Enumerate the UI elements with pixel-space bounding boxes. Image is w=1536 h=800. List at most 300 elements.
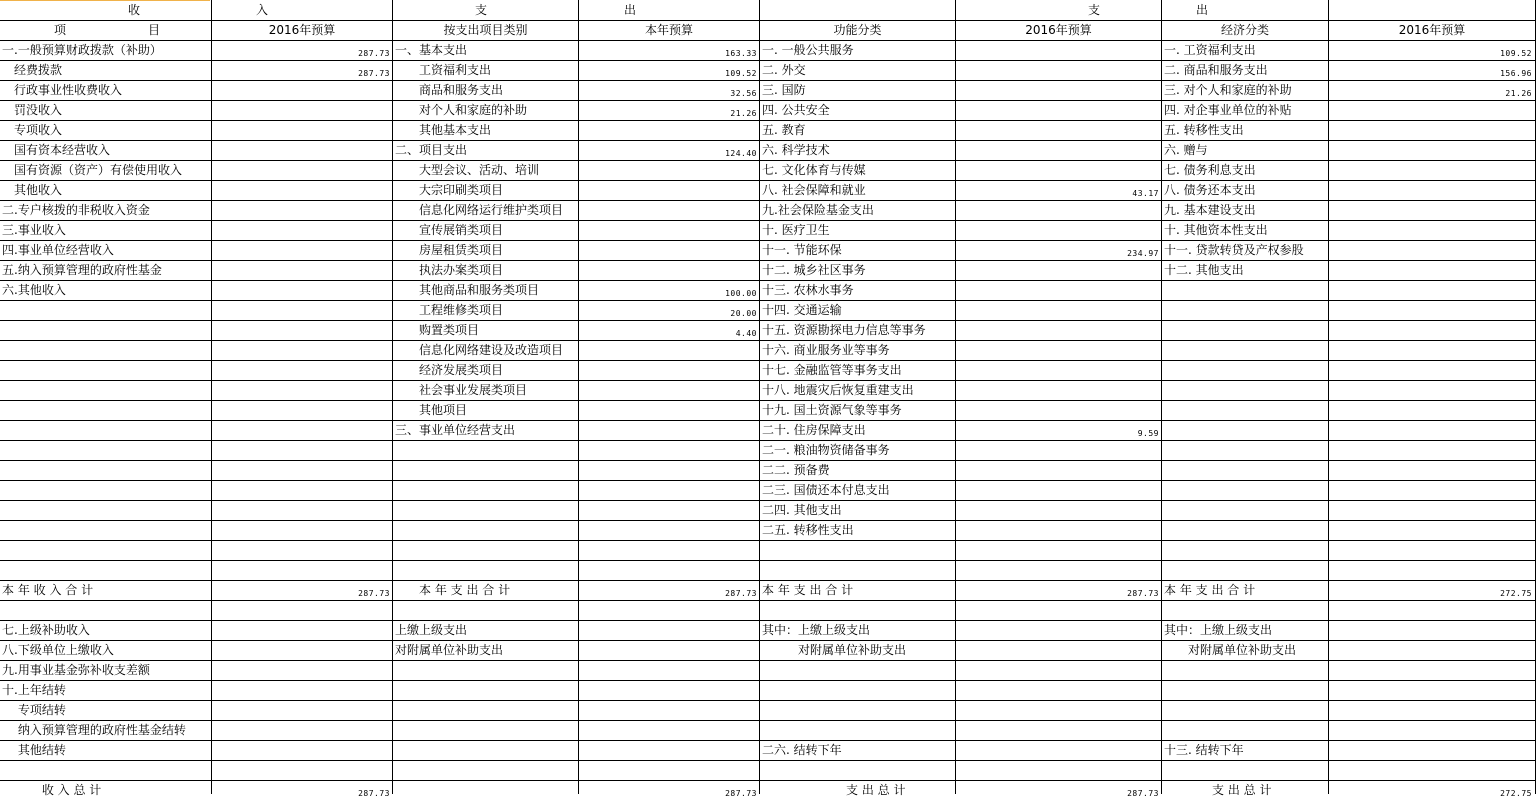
table-cell-amount[interactable]: [1329, 609, 1532, 619]
table-cell-amount[interactable]: [579, 629, 757, 639]
table-cell-label[interactable]: [395, 680, 578, 700]
table-cell-amount[interactable]: [579, 709, 757, 719]
table-cell-amount[interactable]: [956, 529, 1159, 539]
table-cell-label[interactable]: 十一. 贷款转贷及产权参股: [1164, 243, 1304, 257]
table-cell-amount[interactable]: [956, 469, 1159, 479]
table-cell-label[interactable]: 上缴上级支出: [395, 623, 468, 637]
table-cell-label[interactable]: 三、事业单位经营支出: [395, 423, 516, 437]
table-cell-amount[interactable]: [1329, 649, 1532, 659]
table-cell-amount[interactable]: [956, 769, 1159, 779]
table-cell-amount[interactable]: [212, 349, 390, 359]
table-cell-label[interactable]: [1164, 280, 1328, 300]
table-cell-label[interactable]: 经费拨款: [2, 63, 63, 77]
table-cell-amount[interactable]: 156.96: [1500, 69, 1532, 78]
table-cell-amount[interactable]: [212, 749, 390, 759]
table-cell-label[interactable]: [1164, 680, 1328, 700]
table-cell-label[interactable]: 房屋租赁类项目: [395, 243, 504, 257]
table-cell-label[interactable]: [395, 560, 578, 580]
table-cell-amount[interactable]: 287.73: [1127, 589, 1159, 598]
table-cell-label[interactable]: 支 出 总 计: [762, 783, 906, 797]
table-cell-amount[interactable]: [212, 569, 390, 579]
table-cell-amount[interactable]: [212, 189, 390, 199]
table-cell-label[interactable]: [1164, 340, 1328, 360]
table-cell-label[interactable]: [395, 760, 578, 780]
table-cell-label[interactable]: 五. 转移性支出: [1164, 123, 1244, 137]
table-cell-label[interactable]: 二一. 粮油物资储备事务: [762, 443, 890, 457]
table-cell-label[interactable]: 十三. 结转下年: [1164, 743, 1244, 757]
table-cell-label[interactable]: [2, 560, 210, 580]
table-cell-amount[interactable]: [1329, 709, 1532, 719]
table-cell-label[interactable]: [395, 500, 578, 520]
table-cell-label[interactable]: 专项结转: [2, 703, 66, 717]
table-cell-label[interactable]: 其他项目: [395, 403, 468, 417]
table-cell-amount[interactable]: [579, 569, 757, 579]
table-cell-label[interactable]: [395, 460, 578, 480]
table-cell-amount[interactable]: [956, 89, 1159, 99]
table-cell-amount[interactable]: [212, 269, 390, 279]
table-cell-amount[interactable]: [1329, 769, 1532, 779]
table-cell-amount[interactable]: [212, 609, 390, 619]
table-cell-amount[interactable]: [212, 89, 390, 99]
table-cell-amount[interactable]: 109.52: [725, 69, 757, 78]
table-cell-amount[interactable]: [1329, 629, 1532, 639]
table-cell-amount[interactable]: [956, 289, 1159, 299]
table-cell-label[interactable]: [2, 480, 210, 500]
table-cell-amount[interactable]: [212, 249, 390, 259]
table-cell-amount[interactable]: [956, 129, 1159, 139]
table-cell-amount[interactable]: [212, 469, 390, 479]
table-cell-label[interactable]: 行政事业性收费收入: [2, 83, 123, 97]
table-cell-amount[interactable]: [956, 489, 1159, 499]
table-cell-label[interactable]: 信息化网络建设及改造项目: [395, 343, 564, 357]
table-cell-label[interactable]: [1164, 760, 1328, 780]
table-cell-amount[interactable]: [579, 189, 757, 199]
table-cell-amount[interactable]: 21.26: [730, 109, 757, 118]
table-cell-label[interactable]: 十九. 国土资源气象等事务: [762, 403, 902, 417]
table-cell-label[interactable]: 其他商品和服务类项目: [395, 283, 540, 297]
table-cell-amount[interactable]: [579, 669, 757, 679]
table-cell-amount[interactable]: [579, 689, 757, 699]
table-cell-amount[interactable]: [956, 169, 1159, 179]
table-cell-amount[interactable]: [956, 69, 1159, 79]
table-cell-label[interactable]: 一、基本支出: [395, 43, 468, 57]
table-cell-amount[interactable]: [1329, 289, 1532, 299]
table-cell-amount[interactable]: [579, 129, 757, 139]
table-cell-amount[interactable]: [1329, 389, 1532, 399]
table-cell-amount[interactable]: [956, 49, 1159, 59]
table-cell-amount[interactable]: [579, 249, 757, 259]
table-cell-label[interactable]: 九. 基本建设支出: [1164, 203, 1256, 217]
table-cell-label[interactable]: 其中：上缴上级支出: [1164, 623, 1273, 637]
table-cell-amount[interactable]: 272.75: [1500, 589, 1532, 598]
table-cell-amount[interactable]: 163.33: [725, 49, 757, 58]
table-cell-amount[interactable]: 287.73: [725, 789, 757, 798]
table-cell-amount[interactable]: [212, 149, 390, 159]
table-cell-amount[interactable]: [956, 729, 1159, 739]
table-cell-amount[interactable]: [212, 129, 390, 139]
table-cell-label[interactable]: 二.专户核拨的非税收入资金: [2, 203, 150, 217]
table-cell-amount[interactable]: [956, 269, 1159, 279]
table-cell-label[interactable]: 工资福利支出: [395, 63, 492, 77]
table-cell-amount[interactable]: [212, 689, 390, 699]
table-cell-label[interactable]: [762, 560, 955, 580]
table-cell-label[interactable]: 七. 文化体育与传媒: [762, 163, 866, 177]
table-cell-label[interactable]: [395, 660, 578, 680]
table-cell-label[interactable]: 三. 国防: [762, 83, 806, 97]
table-cell-label[interactable]: 三. 对个人和家庭的补助: [1164, 83, 1292, 97]
table-cell-amount[interactable]: [212, 489, 390, 499]
table-cell-label[interactable]: 十二. 其他支出: [1164, 263, 1244, 277]
table-cell-label[interactable]: 对附属单位补助支出: [762, 643, 907, 657]
table-cell-label[interactable]: 二. 商品和服务支出: [1164, 63, 1268, 77]
table-cell-amount[interactable]: 43.17: [1132, 189, 1159, 198]
table-cell-label[interactable]: [2, 420, 210, 440]
table-cell-amount[interactable]: [579, 489, 757, 499]
table-cell-label[interactable]: 二六. 结转下年: [762, 743, 842, 757]
table-cell-label[interactable]: 宣传展销类项目: [395, 223, 504, 237]
table-cell-amount[interactable]: [1329, 749, 1532, 759]
table-cell-amount[interactable]: [1329, 569, 1532, 579]
table-cell-label[interactable]: 九.社会保险基金支出: [762, 203, 874, 217]
table-cell-label[interactable]: 十七. 金融监管等事务支出: [762, 363, 902, 377]
table-cell-amount[interactable]: [956, 549, 1159, 559]
table-cell-label[interactable]: [762, 660, 955, 680]
table-cell-label[interactable]: [2, 440, 210, 460]
table-cell-label[interactable]: 二四. 其他支出: [762, 503, 842, 517]
table-cell-amount[interactable]: [1329, 309, 1532, 319]
table-cell-label[interactable]: [1164, 700, 1328, 720]
table-cell-label[interactable]: 二五. 转移性支出: [762, 523, 854, 537]
table-cell-label[interactable]: 十五. 资源勘探电力信息等事务: [762, 323, 926, 337]
table-cell-label[interactable]: 九.用事业基金弥补收支差额: [2, 663, 150, 677]
table-cell-amount[interactable]: [1329, 369, 1532, 379]
table-cell-label[interactable]: 十六. 商业服务业等事务: [762, 343, 890, 357]
table-cell-amount[interactable]: [956, 569, 1159, 579]
table-cell-label[interactable]: 一. 一般公共服务: [762, 43, 854, 57]
table-cell-label[interactable]: 社会事业发展类项目: [395, 383, 528, 397]
table-cell-label[interactable]: [2, 520, 210, 540]
table-cell-amount[interactable]: [956, 149, 1159, 159]
table-cell-label[interactable]: [1164, 400, 1328, 420]
table-cell-label[interactable]: [1164, 360, 1328, 380]
table-cell-label[interactable]: 一. 工资福利支出: [1164, 43, 1256, 57]
table-cell-label[interactable]: 其他基本支出: [395, 123, 492, 137]
table-cell-amount[interactable]: [1329, 449, 1532, 459]
table-cell-amount[interactable]: 109.52: [1500, 49, 1532, 58]
table-cell-label[interactable]: 二. 外交: [762, 63, 806, 77]
table-cell-label[interactable]: [2, 380, 210, 400]
table-cell-amount[interactable]: [579, 209, 757, 219]
table-cell-amount[interactable]: [956, 649, 1159, 659]
table-cell-amount[interactable]: [1329, 249, 1532, 259]
table-cell-amount[interactable]: 20.00: [730, 309, 757, 318]
table-cell-label[interactable]: 对附属单位补助支出: [395, 643, 504, 657]
table-cell-amount[interactable]: [212, 729, 390, 739]
table-cell-amount[interactable]: [212, 289, 390, 299]
table-cell-label[interactable]: [395, 720, 578, 740]
table-cell-label[interactable]: [1164, 600, 1328, 620]
table-cell-label[interactable]: [2, 500, 210, 520]
table-cell-label[interactable]: 五.纳入预算管理的政府性基金: [2, 263, 162, 277]
table-cell-label[interactable]: 收 入 总 计: [2, 783, 102, 797]
table-cell-label[interactable]: 国有资源（资产）有偿使用收入: [2, 163, 183, 177]
table-cell-amount[interactable]: [212, 329, 390, 339]
table-cell-amount[interactable]: [956, 409, 1159, 419]
table-cell-label[interactable]: [1164, 480, 1328, 500]
table-cell-label[interactable]: 十. 医疗卫生: [762, 223, 830, 237]
table-cell-label[interactable]: [395, 540, 578, 560]
table-cell-amount[interactable]: [212, 629, 390, 639]
table-cell-amount[interactable]: [579, 509, 757, 519]
table-cell-label[interactable]: 六. 科学技术: [762, 143, 830, 157]
table-cell-amount[interactable]: [579, 549, 757, 559]
table-cell-amount[interactable]: [212, 369, 390, 379]
table-cell-label[interactable]: 国有资本经营收入: [2, 143, 111, 157]
table-cell-amount[interactable]: 272.75: [1500, 789, 1532, 798]
table-cell-amount[interactable]: 100.00: [725, 289, 757, 298]
table-cell-label[interactable]: 四. 对企事业单位的补贴: [1164, 103, 1292, 117]
table-cell-amount[interactable]: [212, 549, 390, 559]
table-cell-label[interactable]: 经济发展类项目: [395, 363, 504, 377]
table-cell-label[interactable]: [2, 300, 210, 320]
table-cell-label[interactable]: [2, 540, 210, 560]
table-cell-label[interactable]: 工程维修类项目: [395, 303, 504, 317]
table-cell-label[interactable]: 本 年 支 出 合 计: [1164, 583, 1256, 597]
table-cell-amount[interactable]: [956, 629, 1159, 639]
table-cell-label[interactable]: [395, 740, 578, 760]
table-cell-label[interactable]: 十八. 地震灾后恢复重建支出: [762, 383, 914, 397]
table-cell-amount[interactable]: [579, 649, 757, 659]
table-cell-label[interactable]: 二十. 住房保障支出: [762, 423, 866, 437]
table-cell-label[interactable]: 十三. 农林水事务: [762, 283, 854, 297]
table-cell-label[interactable]: 信息化网络运行维护类项目: [395, 203, 564, 217]
table-cell-amount[interactable]: [579, 269, 757, 279]
table-cell-label[interactable]: [2, 320, 210, 340]
table-cell-amount[interactable]: 287.73: [725, 589, 757, 598]
table-cell-amount[interactable]: [1329, 689, 1532, 699]
table-cell-amount[interactable]: [212, 649, 390, 659]
table-cell-label[interactable]: [2, 360, 210, 380]
table-cell-amount[interactable]: [1329, 149, 1532, 159]
table-cell-amount[interactable]: [956, 689, 1159, 699]
table-cell-amount[interactable]: [1329, 669, 1532, 679]
table-cell-amount[interactable]: [956, 109, 1159, 119]
table-cell-label[interactable]: [762, 540, 955, 560]
table-cell-amount[interactable]: [579, 749, 757, 759]
table-cell-label[interactable]: [1164, 420, 1328, 440]
table-cell-label[interactable]: 大宗印刷类项目: [395, 183, 504, 197]
table-cell-label[interactable]: [1164, 460, 1328, 480]
table-cell-amount[interactable]: [212, 109, 390, 119]
table-cell-label[interactable]: [2, 600, 210, 620]
table-cell-amount[interactable]: [956, 389, 1159, 399]
table-cell-label[interactable]: [1164, 660, 1328, 680]
table-cell-amount[interactable]: [579, 429, 757, 439]
table-cell-label[interactable]: 其他结转: [2, 743, 66, 757]
table-cell-label[interactable]: 五. 教育: [762, 123, 806, 137]
table-cell-amount[interactable]: [956, 509, 1159, 519]
table-cell-amount[interactable]: [1329, 109, 1532, 119]
table-cell-label[interactable]: 八. 债务还本支出: [1164, 183, 1256, 197]
table-cell-label[interactable]: 七. 债务利息支出: [1164, 163, 1256, 177]
table-cell-amount[interactable]: [1329, 429, 1532, 439]
table-cell-amount[interactable]: [579, 349, 757, 359]
table-cell-label[interactable]: 对附属单位补助支出: [1164, 643, 1297, 657]
table-cell-amount[interactable]: [579, 449, 757, 459]
table-cell-amount[interactable]: [1329, 529, 1532, 539]
table-cell-label[interactable]: [395, 600, 578, 620]
table-cell-amount[interactable]: 287.73: [358, 49, 390, 58]
table-cell-amount[interactable]: [956, 309, 1159, 319]
table-cell-amount[interactable]: [579, 609, 757, 619]
table-cell-label[interactable]: [395, 440, 578, 460]
table-cell-label[interactable]: 十二. 城乡社区事务: [762, 263, 866, 277]
table-cell-amount[interactable]: [956, 369, 1159, 379]
table-cell-amount[interactable]: [212, 309, 390, 319]
table-cell-label[interactable]: 支 出 总 计: [1164, 783, 1272, 797]
table-cell-amount[interactable]: [956, 209, 1159, 219]
table-cell-amount[interactable]: [1329, 489, 1532, 499]
table-cell-label[interactable]: 四.事业单位经营收入: [2, 243, 114, 257]
table-cell-amount[interactable]: [212, 669, 390, 679]
table-cell-amount[interactable]: [956, 709, 1159, 719]
table-cell-amount[interactable]: [579, 389, 757, 399]
table-cell-label[interactable]: 十四. 交通运输: [762, 303, 842, 317]
table-cell-amount[interactable]: 234.97: [1127, 249, 1159, 258]
table-cell-label[interactable]: 大型会议、活动、培训: [395, 163, 540, 177]
table-cell-label[interactable]: 商品和服务支出: [395, 83, 504, 97]
table-cell-amount[interactable]: [956, 669, 1159, 679]
table-cell-amount[interactable]: 287.73: [358, 589, 390, 598]
table-cell-label[interactable]: 十一. 节能环保: [762, 243, 842, 257]
table-cell-amount[interactable]: [579, 469, 757, 479]
table-cell-label[interactable]: [762, 600, 955, 620]
table-cell-amount[interactable]: [1329, 209, 1532, 219]
table-cell-label[interactable]: 七.上级补助收入: [2, 623, 90, 637]
table-cell-label[interactable]: 其中：上缴上级支出: [762, 623, 871, 637]
table-cell-label[interactable]: 纳入预算管理的政府性基金结转: [2, 723, 186, 737]
table-cell-label[interactable]: 二、项目支出: [395, 143, 468, 157]
table-cell-amount[interactable]: [956, 349, 1159, 359]
table-cell-label[interactable]: [1164, 300, 1328, 320]
table-cell-amount[interactable]: [956, 449, 1159, 459]
table-cell-amount[interactable]: [212, 769, 390, 779]
table-cell-amount[interactable]: [212, 529, 390, 539]
table-cell-amount[interactable]: [212, 449, 390, 459]
table-cell-label[interactable]: 专项收入: [2, 123, 63, 137]
table-cell-amount[interactable]: [579, 409, 757, 419]
table-cell-label[interactable]: [395, 780, 578, 800]
table-cell-amount[interactable]: [1329, 169, 1532, 179]
table-cell-label[interactable]: [1164, 560, 1328, 580]
table-cell-label[interactable]: 本 年 收 入 合 计: [2, 583, 94, 597]
table-cell-amount[interactable]: 4.40: [735, 329, 757, 338]
table-cell-amount[interactable]: [212, 509, 390, 519]
table-cell-amount[interactable]: [1329, 409, 1532, 419]
table-cell-amount[interactable]: [1329, 229, 1532, 239]
table-cell-amount[interactable]: 32.56: [730, 89, 757, 98]
table-cell-amount[interactable]: [956, 229, 1159, 239]
table-cell-amount[interactable]: [212, 169, 390, 179]
table-cell-amount[interactable]: [956, 329, 1159, 339]
table-cell-amount[interactable]: [1329, 509, 1532, 519]
table-cell-label[interactable]: [2, 760, 210, 780]
table-cell-label[interactable]: [395, 700, 578, 720]
table-cell-label[interactable]: 十. 其他资本性支出: [1164, 223, 1268, 237]
table-cell-amount[interactable]: [1329, 549, 1532, 559]
table-cell-amount[interactable]: [212, 389, 390, 399]
table-cell-amount[interactable]: [579, 229, 757, 239]
table-cell-label[interactable]: [1164, 540, 1328, 560]
table-cell-amount[interactable]: [1329, 129, 1532, 139]
table-cell-amount[interactable]: [1329, 729, 1532, 739]
table-cell-label[interactable]: [1164, 320, 1328, 340]
table-cell-amount[interactable]: [212, 709, 390, 719]
table-cell-label[interactable]: 一.一般预算财政拨款（补助）: [2, 43, 162, 57]
table-cell-label[interactable]: [395, 520, 578, 540]
table-cell-label[interactable]: 二二. 预备费: [762, 463, 830, 477]
table-cell-label[interactable]: 罚没收入: [2, 103, 63, 117]
table-cell-label[interactable]: 本 年 支 出 合 计: [762, 583, 854, 597]
table-cell-label[interactable]: 购置类项目: [395, 323, 480, 337]
table-cell-label[interactable]: 对个人和家庭的补助: [395, 103, 528, 117]
table-cell-label[interactable]: 三.事业收入: [2, 223, 66, 237]
table-cell-label[interactable]: [1164, 380, 1328, 400]
table-cell-amount[interactable]: [1329, 469, 1532, 479]
table-cell-amount[interactable]: [212, 409, 390, 419]
table-cell-amount[interactable]: [212, 429, 390, 439]
table-cell-label[interactable]: [1164, 500, 1328, 520]
table-cell-amount[interactable]: 9.59: [1137, 429, 1159, 438]
table-cell-amount[interactable]: 287.73: [1127, 789, 1159, 798]
table-cell-amount[interactable]: [579, 729, 757, 739]
table-cell-amount[interactable]: [1329, 349, 1532, 359]
table-cell-label[interactable]: [762, 700, 955, 720]
table-cell-label[interactable]: 六. 赠与: [1164, 143, 1208, 157]
table-cell-label[interactable]: 四. 公共安全: [762, 103, 830, 117]
table-cell-amount[interactable]: [579, 529, 757, 539]
table-cell-label[interactable]: [1164, 520, 1328, 540]
table-cell-label[interactable]: 八. 社会保障和就业: [762, 183, 866, 197]
table-cell-amount[interactable]: 124.40: [725, 149, 757, 158]
table-cell-label[interactable]: [2, 460, 210, 480]
table-cell-amount[interactable]: [1329, 329, 1532, 339]
table-cell-label[interactable]: [1164, 720, 1328, 740]
table-cell-amount[interactable]: [579, 769, 757, 779]
table-cell-amount[interactable]: 287.73: [358, 69, 390, 78]
table-cell-label[interactable]: [395, 480, 578, 500]
table-cell-label[interactable]: 十.上年结转: [2, 683, 66, 697]
table-cell-label[interactable]: [2, 400, 210, 420]
table-cell-label[interactable]: 执法办案类项目: [395, 263, 504, 277]
table-cell-amount[interactable]: [579, 369, 757, 379]
table-cell-label[interactable]: 六.其他收入: [2, 283, 66, 297]
table-cell-amount[interactable]: [212, 229, 390, 239]
table-cell-amount[interactable]: [956, 609, 1159, 619]
table-cell-label[interactable]: 八.下级单位上缴收入: [2, 643, 114, 657]
table-cell-label[interactable]: [762, 720, 955, 740]
table-cell-amount[interactable]: [579, 169, 757, 179]
table-cell-amount[interactable]: 21.26: [1505, 89, 1532, 98]
table-cell-label[interactable]: [1164, 440, 1328, 460]
table-cell-amount[interactable]: [1329, 269, 1532, 279]
table-cell-label[interactable]: 其他收入: [2, 183, 63, 197]
table-cell-amount[interactable]: [956, 749, 1159, 759]
table-cell-label[interactable]: 本 年 支 出 合 计: [395, 583, 511, 597]
table-cell-label[interactable]: [762, 760, 955, 780]
table-cell-amount[interactable]: [212, 209, 390, 219]
table-cell-label[interactable]: [762, 680, 955, 700]
